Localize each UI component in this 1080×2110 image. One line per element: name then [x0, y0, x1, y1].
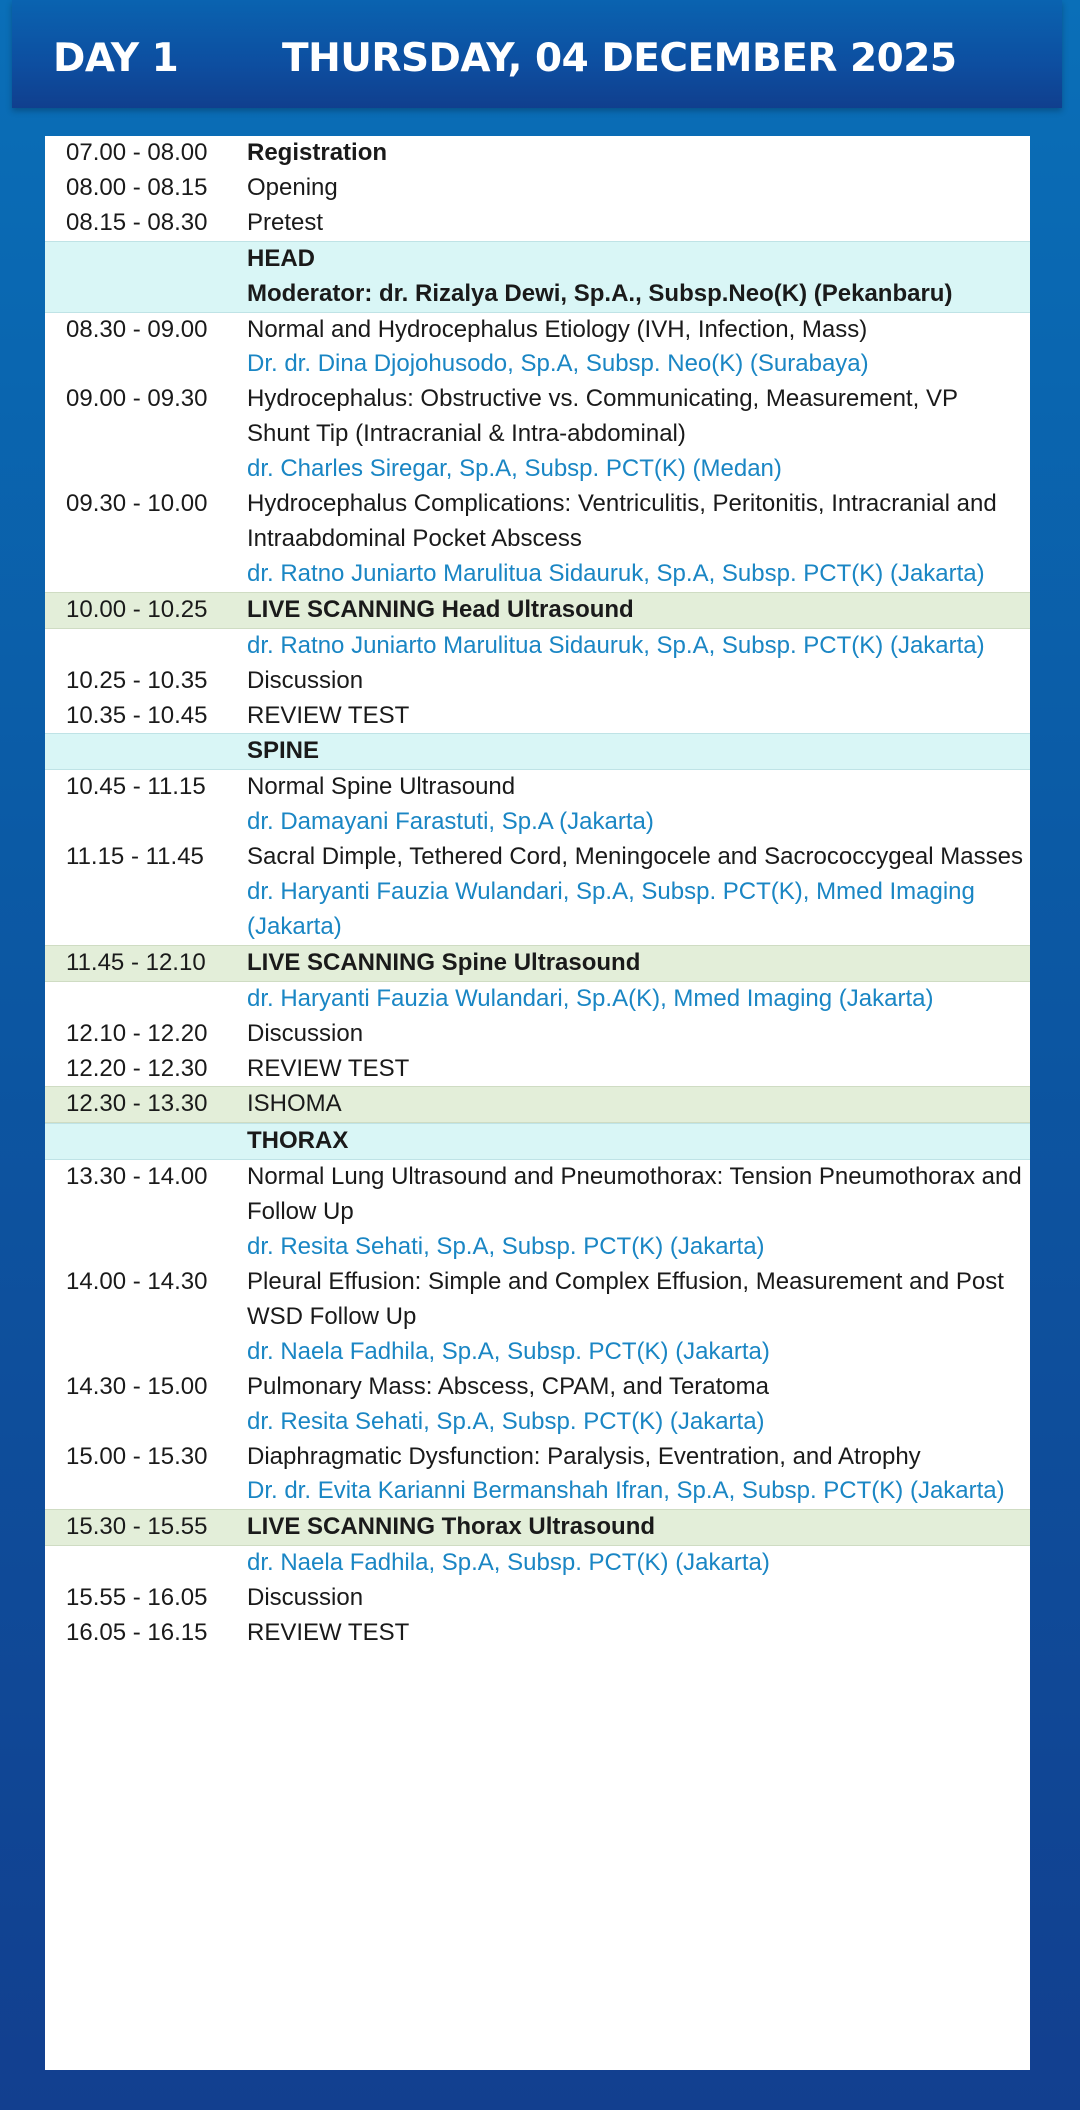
speaker-name: dr. Haryanti Fauzia Wulandari, Sp.A, Subsp. PCT(K), Mmed Imaging (Jakarta) [247, 878, 975, 940]
time-slot: 15.55 - 16.05 [66, 1584, 208, 1612]
schedule-row [45, 1440, 1030, 1510]
schedule-row [45, 1017, 1030, 1052]
session-title: THORAX [247, 1127, 349, 1155]
speaker-name: dr. Naela Fadhila, Sp.A, Subsp. PCT(K) (Jakarta) [247, 1549, 770, 1577]
time-slot: 08.00 - 08.15 [66, 173, 208, 201]
session-details [247, 487, 1030, 592]
session-details [247, 946, 1030, 981]
session-title: ISHOMA [247, 1090, 342, 1118]
schedule-row [45, 1509, 1030, 1546]
time-slot: 14.30 - 15.00 [66, 1372, 208, 1400]
schedule-row [45, 1086, 1030, 1123]
time-slot: 13.30 - 14.00 [66, 1163, 208, 1191]
session-title: Normal Lung Ultrasound and Pneumothorax: Tension Pneumothorax and Follow Up [247, 1163, 1022, 1226]
session-title: REVIEW TEST [247, 1619, 410, 1647]
session-title: SPINE [247, 737, 320, 765]
session-details [247, 1087, 1030, 1122]
section-header-row [45, 241, 1030, 313]
session-title: Opening [247, 173, 338, 201]
schedule-list [45, 136, 1030, 1651]
session-details [247, 982, 1030, 1017]
schedule-row [45, 945, 1030, 982]
time-slot: 11.15 - 11.45 [66, 843, 204, 871]
session-details [247, 593, 1030, 628]
schedule-row [45, 770, 1030, 840]
schedule-row [45, 699, 1030, 734]
time-slot: 11.45 - 12.10 [66, 948, 206, 976]
session-details [247, 1265, 1030, 1370]
session-title: LIVE SCANNING Head Ultrasound [247, 595, 634, 623]
day-label: DAY 1 [53, 36, 179, 81]
session-details [247, 1052, 1030, 1087]
time-slot: 10.00 - 10.25 [66, 595, 208, 623]
schedule-row [45, 313, 1030, 383]
session-details [247, 1370, 1030, 1440]
time-slot: 15.30 - 15.55 [66, 1513, 208, 1541]
speaker-name: dr. Ratno Juniarto Marulitua Sidauruk, Sp.A, Subsp. PCT(K) (Jakarta) [247, 559, 985, 587]
session-title: Sacral Dimple, Tethered Cord, Meningocele and Sacrococcygeal Masses [247, 843, 1023, 871]
schedule-row [45, 629, 1030, 664]
session-details [247, 629, 1030, 664]
session-title: Pulmonary Mass: Abscess, CPAM, and Teratoma [247, 1372, 769, 1400]
schedule-row [45, 487, 1030, 592]
session-title: HEAD [247, 244, 316, 272]
schedule-row [45, 840, 1030, 945]
schedule-row [45, 171, 1030, 206]
schedule-row [45, 382, 1030, 487]
session-title: Discussion [247, 666, 364, 694]
session-title: Diaphragmatic Dysfunction: Paralysis, Eventration, and Atrophy [247, 1442, 921, 1470]
session-title: Registration [247, 139, 388, 166]
session-details [247, 1546, 1030, 1581]
speaker-name: dr. Haryanti Fauzia Wulandari, Sp.A(K), Mmed Imaging (Jakarta) [247, 984, 934, 1012]
speaker-name: Dr. dr. Evita Karianni Bermanshah Ifran, Sp.A, Subsp. PCT(K) (Jakarta) [247, 1477, 1005, 1505]
session-details [247, 734, 1030, 769]
time-slot: 09.00 - 09.30 [66, 385, 208, 413]
schedule-row [45, 1052, 1030, 1087]
time-slot: 10.45 - 11.15 [66, 773, 206, 801]
session-title: Discussion [247, 1019, 364, 1047]
day-header [12, 0, 1062, 108]
speaker-name: dr. Naela Fadhila, Sp.A, Subsp. PCT(K) (Jakarta) [247, 1337, 770, 1365]
schedule-row [45, 1160, 1030, 1265]
session-title: Normal and Hydrocephalus Etiology (IVH, Infection, Mass) [247, 315, 868, 343]
session-details [247, 382, 1030, 487]
time-slot: 10.25 - 10.35 [66, 666, 208, 694]
schedule-row [45, 1616, 1030, 1651]
schedule-row [45, 1581, 1030, 1616]
section-header-row [45, 733, 1030, 770]
session-details [247, 242, 1030, 312]
schedule-row [45, 1546, 1030, 1581]
date-label: THURSDAY, 04 DECEMBER 2025 [282, 36, 957, 81]
time-slot: 12.20 - 12.30 [66, 1054, 208, 1082]
speaker-name: dr. Resita Sehati, Sp.A, Subsp. PCT(K) (Jakarta) [247, 1407, 765, 1435]
speaker-name: dr. Resita Sehati, Sp.A, Subsp. PCT(K) (Jakarta) [247, 1233, 765, 1261]
session-title: Normal Spine Ultrasound [247, 773, 516, 801]
session-title: Pretest [247, 208, 324, 236]
speaker-name: dr. Charles Siregar, Sp.A, Subsp. PCT(K) (Medan) [247, 455, 782, 483]
time-slot: 09.30 - 10.00 [66, 490, 208, 518]
schedule-row [45, 1370, 1030, 1440]
session-details [247, 313, 1030, 383]
moderator-label: Moderator: dr. Rizalya Dewi, Sp.A., Subsp.Neo(K) (Pekanbaru) [247, 279, 953, 307]
time-slot: 10.35 - 10.45 [66, 701, 208, 729]
schedule-row [45, 1265, 1030, 1370]
session-details [247, 1160, 1030, 1265]
session-details [247, 136, 1030, 171]
schedule-panel [45, 136, 1030, 2070]
session-title: REVIEW TEST [247, 701, 410, 729]
session-title: Hydrocephalus Complications: Ventriculitis, Peritonitis, Intracranial and Intraabdominal Pocket Abscess [247, 490, 997, 552]
time-slot: 12.10 - 12.20 [66, 1019, 208, 1047]
time-slot: 16.05 - 16.15 [66, 1619, 208, 1647]
schedule-row [45, 592, 1030, 629]
session-title: Pleural Effusion: Simple and Complex Effusion, Measurement and Post WSD Follow Up [247, 1268, 1004, 1330]
session-title: LIVE SCANNING Thorax Ultrasound [247, 1513, 656, 1541]
schedule-row [45, 206, 1030, 241]
session-details [247, 699, 1030, 734]
speaker-name: Dr. dr. Dina Djojohusodo, Sp.A, Subsp. Neo(K) (Surabaya) [247, 350, 869, 378]
time-slot: 14.00 - 14.30 [66, 1268, 208, 1295]
schedule-row [45, 982, 1030, 1017]
speaker-name: dr. Ratno Juniarto Marulitua Sidauruk, Sp.A, Subsp. PCT(K) (Jakarta) [247, 631, 985, 659]
session-title: REVIEW TEST [247, 1054, 410, 1082]
session-details [247, 770, 1030, 840]
session-details [247, 664, 1030, 699]
time-slot: 08.15 - 08.30 [66, 208, 208, 236]
session-details [247, 206, 1030, 241]
session-title: Hydrocephalus: Obstructive vs. Communicating, Measurement, VP Shunt Tip (Intracranial & Intra-abdominal) [247, 385, 958, 448]
session-details [247, 1124, 1030, 1159]
time-slot: 12.30 - 13.30 [66, 1090, 208, 1118]
schedule-row [45, 664, 1030, 699]
section-header-row [45, 1123, 1030, 1160]
time-slot: 07.00 - 08.00 [66, 139, 208, 166]
session-details [247, 1510, 1030, 1545]
session-title: LIVE SCANNING Spine Ultrasound [247, 948, 641, 976]
session-details [247, 1581, 1030, 1616]
session-details [247, 840, 1030, 945]
speaker-name: dr. Damayani Farastuti, Sp.A (Jakarta) [247, 808, 654, 836]
session-details [247, 1616, 1030, 1651]
schedule-row [45, 136, 1030, 171]
session-title: Discussion [247, 1584, 364, 1612]
session-details [247, 1440, 1030, 1510]
time-slot: 08.30 - 09.00 [66, 315, 208, 343]
time-slot: 15.00 - 15.30 [66, 1442, 208, 1470]
session-details [247, 171, 1030, 206]
session-details [247, 1017, 1030, 1052]
